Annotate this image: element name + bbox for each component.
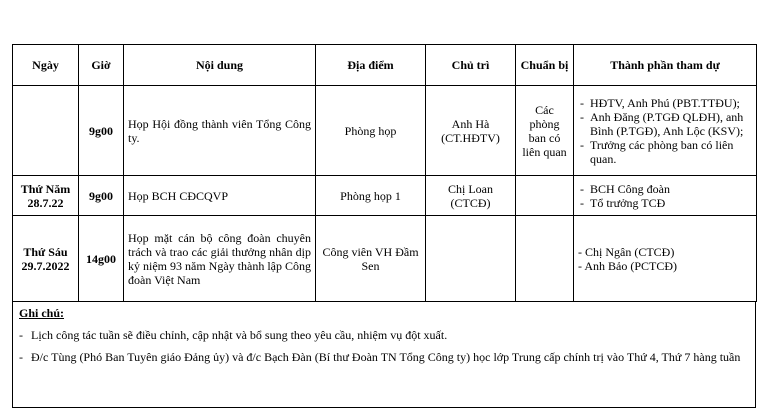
header-participants: Thành phần tham dự — [574, 45, 757, 86]
row-prep: Các phòng ban có liên quan — [516, 86, 574, 176]
row-place: Công viên VH Đầm Sen — [316, 216, 426, 302]
participants-list — [578, 245, 752, 273]
row-content: Họp mặt cán bộ công đoàn chuyên trách và trao các giải thưởng nhân dịp kỷ niệm 93 năm Ngày thành lập Công đoàn Việt Nam — [124, 216, 316, 302]
participant-item: - Anh Bảo (PCTCĐ) — [578, 258, 677, 273]
header-time: Giờ — [79, 45, 124, 86]
row-time: 14g00 — [79, 216, 124, 302]
note-text: Đ/c Tùng (Phó Ban Tuyên giáo Đảng ủy) và đ/c Bạch Đàn (Bí thư Đoàn TN Tổng Công ty) học lớp Trung cấp chính trị vào Thứ 4, Thứ 7 hàng tuần — [31, 350, 741, 364]
row-content: Họp Hội đồng thành viên Tổng Công ty. — [124, 86, 316, 176]
notes-title: Ghi chú: — [19, 306, 65, 320]
participant-item: - BCH Công đoàn — [578, 182, 752, 196]
participant-item: - Tổ trưởng TCĐ — [578, 196, 752, 210]
table-row — [13, 216, 757, 302]
header-place: Địa điểm — [316, 45, 426, 86]
schedule-table — [12, 44, 757, 302]
note-dash: - — [19, 328, 23, 342]
table-row — [13, 86, 757, 176]
note-text: Lịch công tác tuần sẽ điều chỉnh, cập nhật và bổ sung theo yêu cầu, nhiệm vụ đột xuất. — [31, 328, 448, 342]
participant-item: - HĐTV, Anh Phú (PBT.TTĐU); — [578, 96, 752, 110]
participant-item: - Anh Đăng (P.TGĐ QLĐH), anh Bình (P.TGĐ), Anh Lộc (KSV); — [578, 110, 752, 138]
row-chair: Anh Hà (CT.HĐTV) — [426, 86, 516, 176]
participant-item: - Trưởng các phòng ban có liên quan. — [578, 138, 752, 166]
row-content: Họp BCH CĐCQVP — [124, 176, 316, 216]
row-day — [13, 86, 79, 176]
row-prep — [516, 176, 574, 216]
row-day: Thứ Sáu 29.7.2022 — [13, 216, 79, 302]
header-chair: Chủ trì — [426, 45, 516, 86]
row-time: 9g00 — [79, 176, 124, 216]
note-item — [19, 350, 754, 364]
participants-list — [578, 96, 752, 166]
notes-section — [12, 302, 756, 408]
row-chair — [426, 216, 516, 302]
row-prep — [516, 216, 574, 302]
header-prep: Chuẩn bị — [516, 45, 574, 86]
row-time: 9g00 — [79, 86, 124, 176]
participants-list — [578, 182, 752, 210]
row-participants — [574, 176, 757, 216]
header-content: Nội dung — [124, 45, 316, 86]
row-chair: Chị Loan (CTCĐ) — [426, 176, 516, 216]
table-row — [13, 176, 757, 216]
header-day: Ngày — [13, 45, 79, 86]
participant-item: - Chị Ngân (CTCĐ) — [578, 244, 675, 259]
row-participants — [574, 216, 757, 302]
note-dash: - — [19, 350, 23, 364]
note-item — [19, 328, 754, 342]
row-place: Phòng họp — [316, 86, 426, 176]
row-day: Thứ Năm 28.7.22 — [13, 176, 79, 216]
row-place: Phòng họp 1 — [316, 176, 426, 216]
row-participants — [574, 86, 757, 176]
header-row — [13, 45, 757, 86]
